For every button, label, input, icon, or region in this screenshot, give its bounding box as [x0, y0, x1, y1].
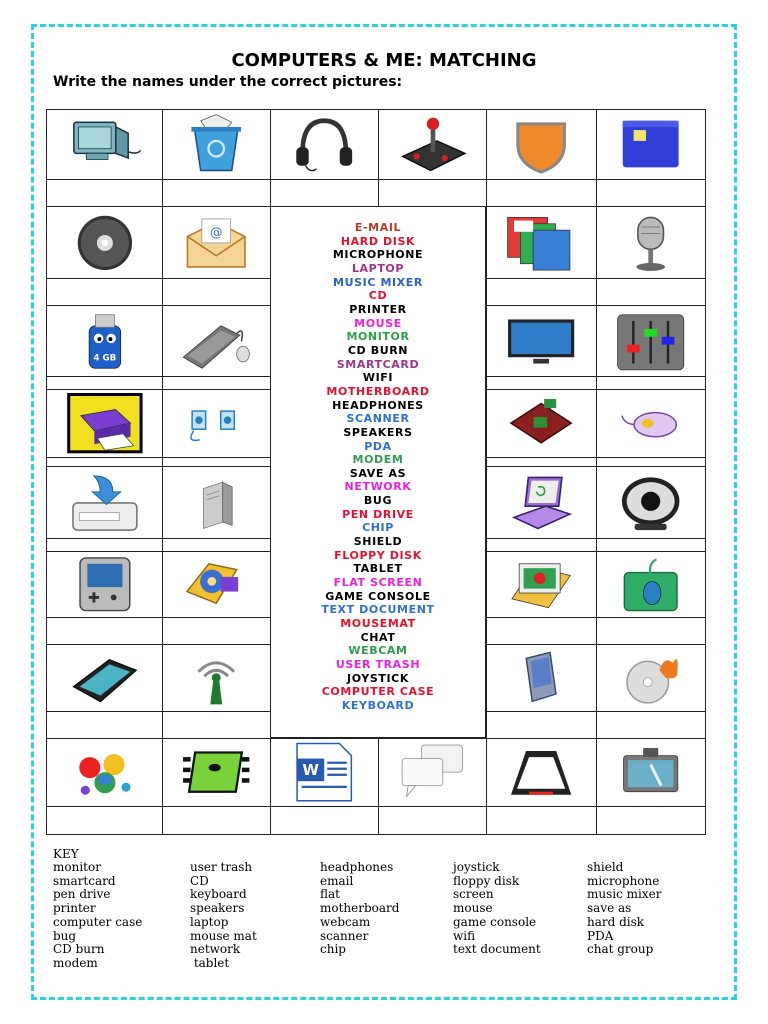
key-word: mouse mat: [190, 928, 257, 943]
key-word: user trash: [190, 860, 253, 874]
answer-blank[interactable]: [46, 376, 163, 390]
key-word: keyboard: [190, 887, 247, 902]
key-word: motherboard: [320, 901, 400, 916]
key-word: computer case: [53, 914, 143, 929]
speakers-icon: [163, 390, 270, 457]
answer-blank[interactable]: [596, 278, 706, 306]
svg-text:@: @: [210, 225, 223, 241]
answer-blank[interactable]: [46, 278, 163, 306]
email-icon: [163, 207, 270, 278]
word-bank-item: PDA: [364, 439, 392, 453]
word-bank-item: USER TRASH: [335, 658, 421, 671]
network-icon: [47, 739, 162, 806]
key-word: CD: [190, 873, 209, 888]
key-word: email: [320, 873, 354, 888]
answer-blank[interactable]: [486, 806, 597, 835]
picture-cell: [596, 466, 706, 539]
answer-blank[interactable]: [596, 617, 706, 645]
key-word: CD burn: [53, 942, 105, 957]
picture-cell: [486, 389, 597, 458]
headphones-icon: [271, 110, 378, 179]
key-word: PDA: [587, 928, 614, 943]
answer-blank[interactable]: [162, 711, 271, 739]
answer-blank[interactable]: [378, 806, 487, 835]
answer-blank[interactable]: [486, 538, 597, 552]
answer-blank[interactable]: [270, 179, 379, 207]
picture-cell: [162, 206, 271, 279]
key-word: laptop: [190, 914, 229, 929]
key-word: mouse: [453, 901, 493, 916]
answer-blank[interactable]: [162, 806, 271, 835]
webcam-icon: [597, 467, 705, 538]
picture-cell: [46, 551, 163, 618]
key-word: save as: [587, 901, 632, 916]
word-bank-item: MOUSEMAT: [340, 617, 416, 631]
word-bank-item: SMARTCARD: [336, 357, 420, 371]
key-column: [53, 861, 142, 971]
answer-blank[interactable]: [46, 711, 163, 739]
answer-blank[interactable]: [46, 538, 163, 552]
mousemat-icon: [597, 552, 705, 617]
picture-cell: [162, 389, 271, 458]
answer-blank[interactable]: [378, 179, 487, 207]
answer-blank[interactable]: [596, 806, 706, 835]
joystick-icon: [379, 110, 486, 179]
picture-cell: [486, 206, 597, 279]
picture-cell: [46, 206, 163, 279]
word-bank-item: PEN DRIVE: [342, 507, 414, 521]
answer-blank[interactable]: [46, 179, 163, 207]
picture-cell: [486, 466, 597, 539]
computer-case-icon: [163, 467, 270, 538]
chip-icon: [163, 739, 270, 806]
laptop-icon: [487, 467, 596, 538]
motherboard-icon: [487, 390, 596, 457]
modem-icon: [597, 739, 705, 806]
answer-blank[interactable]: [596, 711, 706, 739]
bug-icon: [487, 552, 596, 617]
word-bank-item: TEXT DOCUMENT: [321, 603, 435, 617]
wifi-icon: [163, 645, 270, 711]
picture-cell: [596, 738, 706, 807]
scanner-icon: [487, 739, 596, 806]
picture-cell: [46, 389, 163, 458]
picture-cell: [46, 738, 163, 807]
word-bank-item: MUSIC MIXER: [333, 275, 423, 289]
word-bank-item: MODEM: [352, 453, 404, 467]
picture-cell: [162, 109, 271, 180]
picture-cell: [378, 109, 487, 180]
word-bank-item: CHAT: [360, 630, 396, 644]
game-console-icon: [47, 552, 162, 617]
tablet-icon: [47, 645, 162, 711]
word-bank: [270, 221, 486, 713]
word-bank-item: HARD DISK: [340, 234, 416, 248]
picture-cell: [162, 305, 271, 377]
chat-icon: [379, 739, 486, 806]
text-document-icon: [271, 739, 378, 806]
word-bank-item: NETWORK: [344, 480, 412, 494]
answer-blank[interactable]: [486, 711, 597, 739]
key-word: monitor: [53, 860, 101, 874]
picture-cell: [486, 551, 597, 618]
picture-cell: [270, 109, 379, 180]
key-word: headphones: [320, 860, 394, 874]
picture-cell: [486, 738, 597, 807]
word-bank-item: CD BURN: [347, 343, 409, 357]
flat-screen-icon: [487, 306, 596, 376]
key-word: webcam: [320, 914, 371, 929]
picture-cell: [46, 466, 163, 539]
picture-cell: [46, 644, 163, 712]
word-bank-item: MOUSE: [354, 316, 402, 330]
picture-cell: [378, 738, 487, 807]
word-bank-item: COMPUTER CASE: [321, 685, 435, 699]
word-bank-item: TABLET: [353, 562, 403, 576]
key-word: network: [190, 942, 241, 957]
answer-blank[interactable]: [486, 617, 597, 645]
printer-icon: [47, 390, 162, 457]
key-word: music mixer: [587, 887, 662, 902]
word-bank-item: E-MAIL: [354, 221, 402, 234]
key-column: [190, 861, 257, 971]
word-bank-item: FLOPPY DISK: [334, 548, 422, 562]
answer-blank[interactable]: [596, 179, 706, 207]
shield-icon: [487, 110, 596, 179]
word-bank-item: SCANNER: [346, 412, 410, 426]
answer-blank[interactable]: [270, 806, 379, 835]
floppy-disk-icon: [487, 207, 596, 278]
picture-cell: [46, 305, 163, 377]
word-bank-item: MOTHERBOARD: [326, 384, 430, 398]
pen-drive-icon: [47, 306, 162, 376]
key-word: microphone: [587, 873, 660, 888]
picture-cell: [596, 109, 706, 180]
picture-cell: [162, 738, 271, 807]
key-word: smartcard: [53, 873, 116, 888]
answer-blank[interactable]: [162, 179, 271, 207]
key-word: scanner: [320, 928, 369, 943]
word-bank-item: CD: [368, 289, 388, 303]
key-word: screen: [453, 887, 494, 902]
answer-blank[interactable]: [46, 806, 163, 835]
word-bank-item: CHIP: [362, 521, 394, 535]
key-word: wifi: [453, 928, 476, 943]
answer-blank[interactable]: [486, 278, 597, 306]
mouse-icon: [597, 390, 705, 457]
monitor-icon: [47, 110, 162, 179]
cd-burn-icon: [597, 645, 705, 711]
word-bank-item: SPEAKERS: [343, 425, 413, 439]
picture-cell: [596, 644, 706, 712]
pda-icon: [487, 645, 596, 711]
answer-blank[interactable]: [162, 278, 271, 306]
key-word: text document: [453, 942, 541, 957]
svg-text:4 GB: 4 GB: [93, 352, 116, 363]
word-bank-item: WEBCAM: [348, 644, 408, 658]
word-bank-item: MONITOR: [346, 330, 410, 344]
word-bank-item: WIFI: [362, 371, 394, 385]
key-title: KEY: [53, 847, 79, 861]
picture-cell: [162, 644, 271, 712]
picture-cell: [270, 738, 379, 807]
answer-blank[interactable]: [162, 376, 271, 390]
word-bank-item: HEADPHONES: [332, 398, 424, 412]
key-word: tablet: [190, 955, 230, 970]
worksheet-title: COMPUTERS & ME: MATCHING: [231, 50, 537, 71]
key-word: speakers: [190, 901, 245, 916]
key-word: hard disk: [587, 914, 645, 929]
picture-cell: [162, 466, 271, 539]
key-word: flat: [320, 887, 340, 902]
svg-text:W: W: [302, 761, 320, 780]
save-as-icon: [47, 467, 162, 538]
microphone-icon: [597, 207, 705, 278]
keyboard-icon: [163, 306, 270, 376]
user-trash-icon: [163, 110, 270, 179]
key-word: bug: [53, 928, 77, 943]
key-word: game console: [453, 914, 537, 929]
word-bank-item: FLAT SCREEN: [333, 576, 423, 590]
word-bank-item: MICROPHONE: [332, 248, 424, 262]
key-word: modem: [53, 955, 98, 970]
word-bank-item: LAPTOP: [351, 261, 405, 275]
key-word: shield: [587, 860, 624, 874]
word-bank-item: PRINTER: [349, 302, 407, 316]
key-column: [320, 861, 399, 957]
picture-cell: [486, 109, 597, 180]
key-word: joystick: [453, 860, 500, 874]
answer-blank[interactable]: [162, 617, 271, 645]
cd-icon: [47, 207, 162, 278]
key-word: chat group: [587, 942, 654, 957]
answer-blank[interactable]: [162, 538, 271, 552]
picture-cell: [596, 389, 706, 458]
answer-blank[interactable]: [46, 617, 163, 645]
key-word: printer: [53, 901, 96, 916]
key-word: floppy disk: [453, 873, 520, 888]
word-bank-item: GAME CONSOLE: [325, 589, 431, 603]
scanner-disk-icon: [163, 552, 270, 617]
word-bank-item: JOYSTICK: [347, 671, 409, 685]
key-column: [587, 861, 661, 957]
picture-cell: [596, 305, 706, 377]
smartcard-icon: [597, 110, 705, 179]
word-bank-item: SHIELD: [353, 535, 403, 549]
answer-blank[interactable]: [486, 179, 597, 207]
music-mixer-icon: [597, 306, 705, 376]
picture-cell: [162, 551, 271, 618]
picture-cell: [486, 305, 597, 377]
picture-cell: [46, 109, 163, 180]
word-bank-item: BUG: [363, 494, 393, 508]
worksheet-instruction: Write the names under the correct pictures:: [53, 74, 403, 90]
answer-blank[interactable]: [486, 376, 597, 390]
picture-cell: [486, 644, 597, 712]
key-word: pen drive: [53, 887, 111, 902]
word-bank-item: SAVE AS: [349, 466, 407, 480]
word-bank-item: KEYBOARD: [341, 698, 415, 712]
answer-blank[interactable]: [596, 376, 706, 390]
picture-cell: [596, 206, 706, 279]
key-word: chip: [320, 942, 346, 957]
answer-blank[interactable]: [596, 538, 706, 552]
key-column: [453, 861, 541, 957]
picture-cell: [596, 551, 706, 618]
